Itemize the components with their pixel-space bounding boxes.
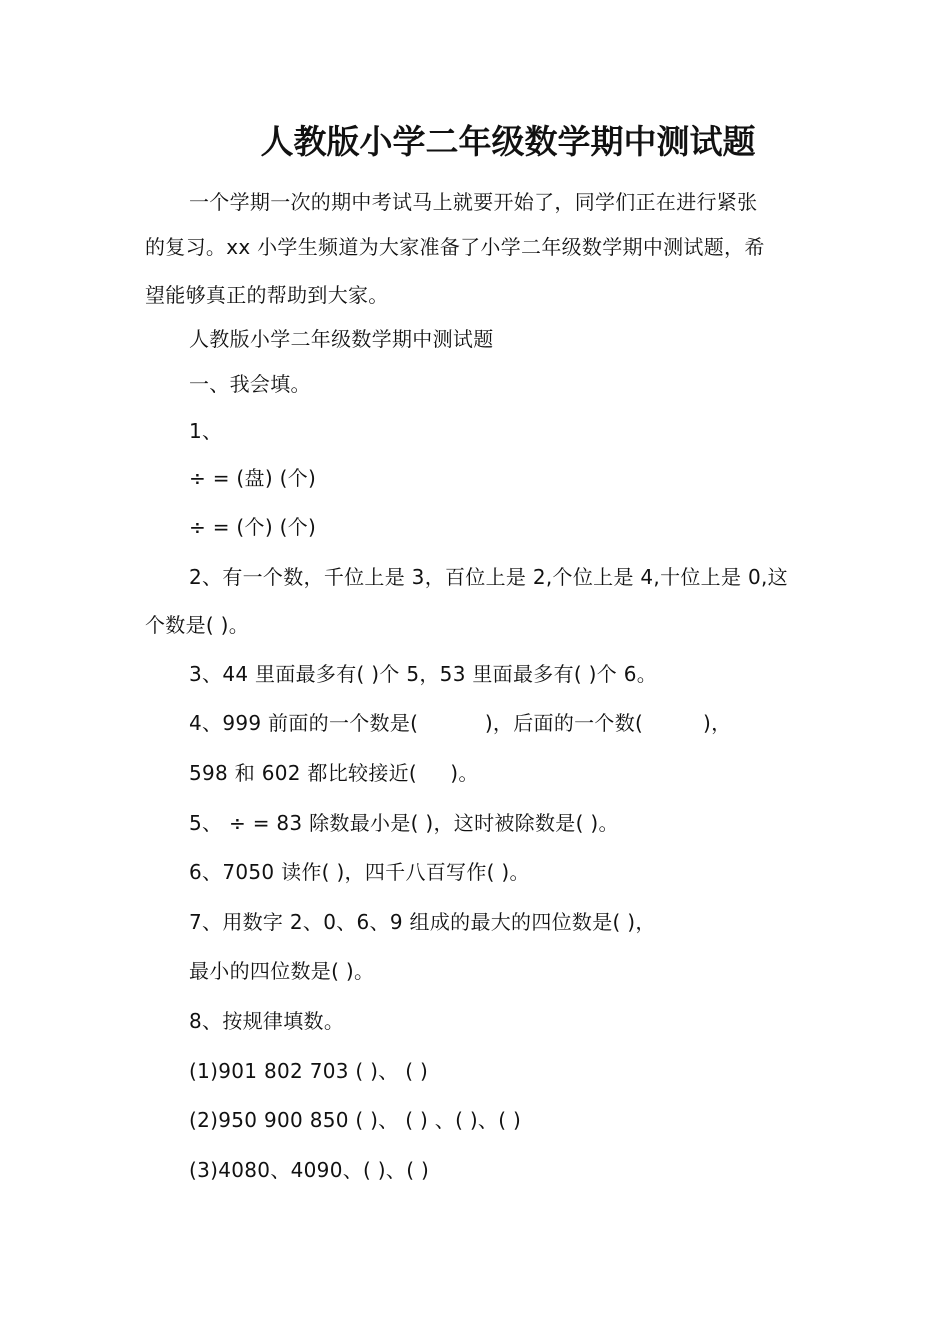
question-5: 5、 ÷ = 83 除数最小是( )，这时被除数是( )。 [189,811,619,835]
question-4-line-b: 598 和 602 都比较接近( )。 [189,761,479,785]
question-7-line-a: 7、用数字 2、0、6、9 组成的最大的四位数是( )， [189,910,656,934]
section-heading: 一、我会填。 [189,372,311,396]
question-8-sequence-1: (1)901 802 703 ( )、 ( ) [189,1059,429,1083]
intro-line-2: 的复习。xx 小学生频道为大家准备了小学二年级数学期中测试题，希 [145,235,765,259]
question-7-line-b: 最小的四位数是( )。 [189,959,375,983]
intro-line-1: 一个学期一次的期中考试马上就要开始了，同学们正在进行紧张 [189,190,758,214]
question-3: 3、44 里面最多有( )个 5，53 里面最多有( )个 6。 [189,662,658,686]
question-1-label: 1、 [189,419,223,443]
question-4-line-a: 4、999 前面的一个数是( )，后面的一个数( )， [189,711,732,735]
question-1-line-b: ÷ = (个) (个) [189,515,317,539]
question-8-sequence-2: (2)950 900 850 ( )、 ( ) 、( )、( ) [189,1108,522,1132]
intro-line-3: 望能够真正的帮助到大家。 [145,283,389,307]
question-2-line-a: 2、有一个数，千位上是 3，百位上是 2,个位上是 4,十位上是 0,这 [189,565,788,589]
subtitle: 人教版小学二年级数学期中测试题 [189,327,494,351]
question-8-label: 8、按规律填数。 [189,1009,345,1033]
question-6: 6、7050 读作( )，四千八百写作( )。 [189,860,530,884]
question-8-sequence-3: (3)4080、4090、( )、( ) [189,1158,430,1182]
question-1-line-a: ÷ = (盘) (个) [189,466,317,490]
question-2-line-b: 个数是( )。 [145,613,250,637]
document-title: 人教版小学二年级数学期中测试题 [260,122,756,161]
